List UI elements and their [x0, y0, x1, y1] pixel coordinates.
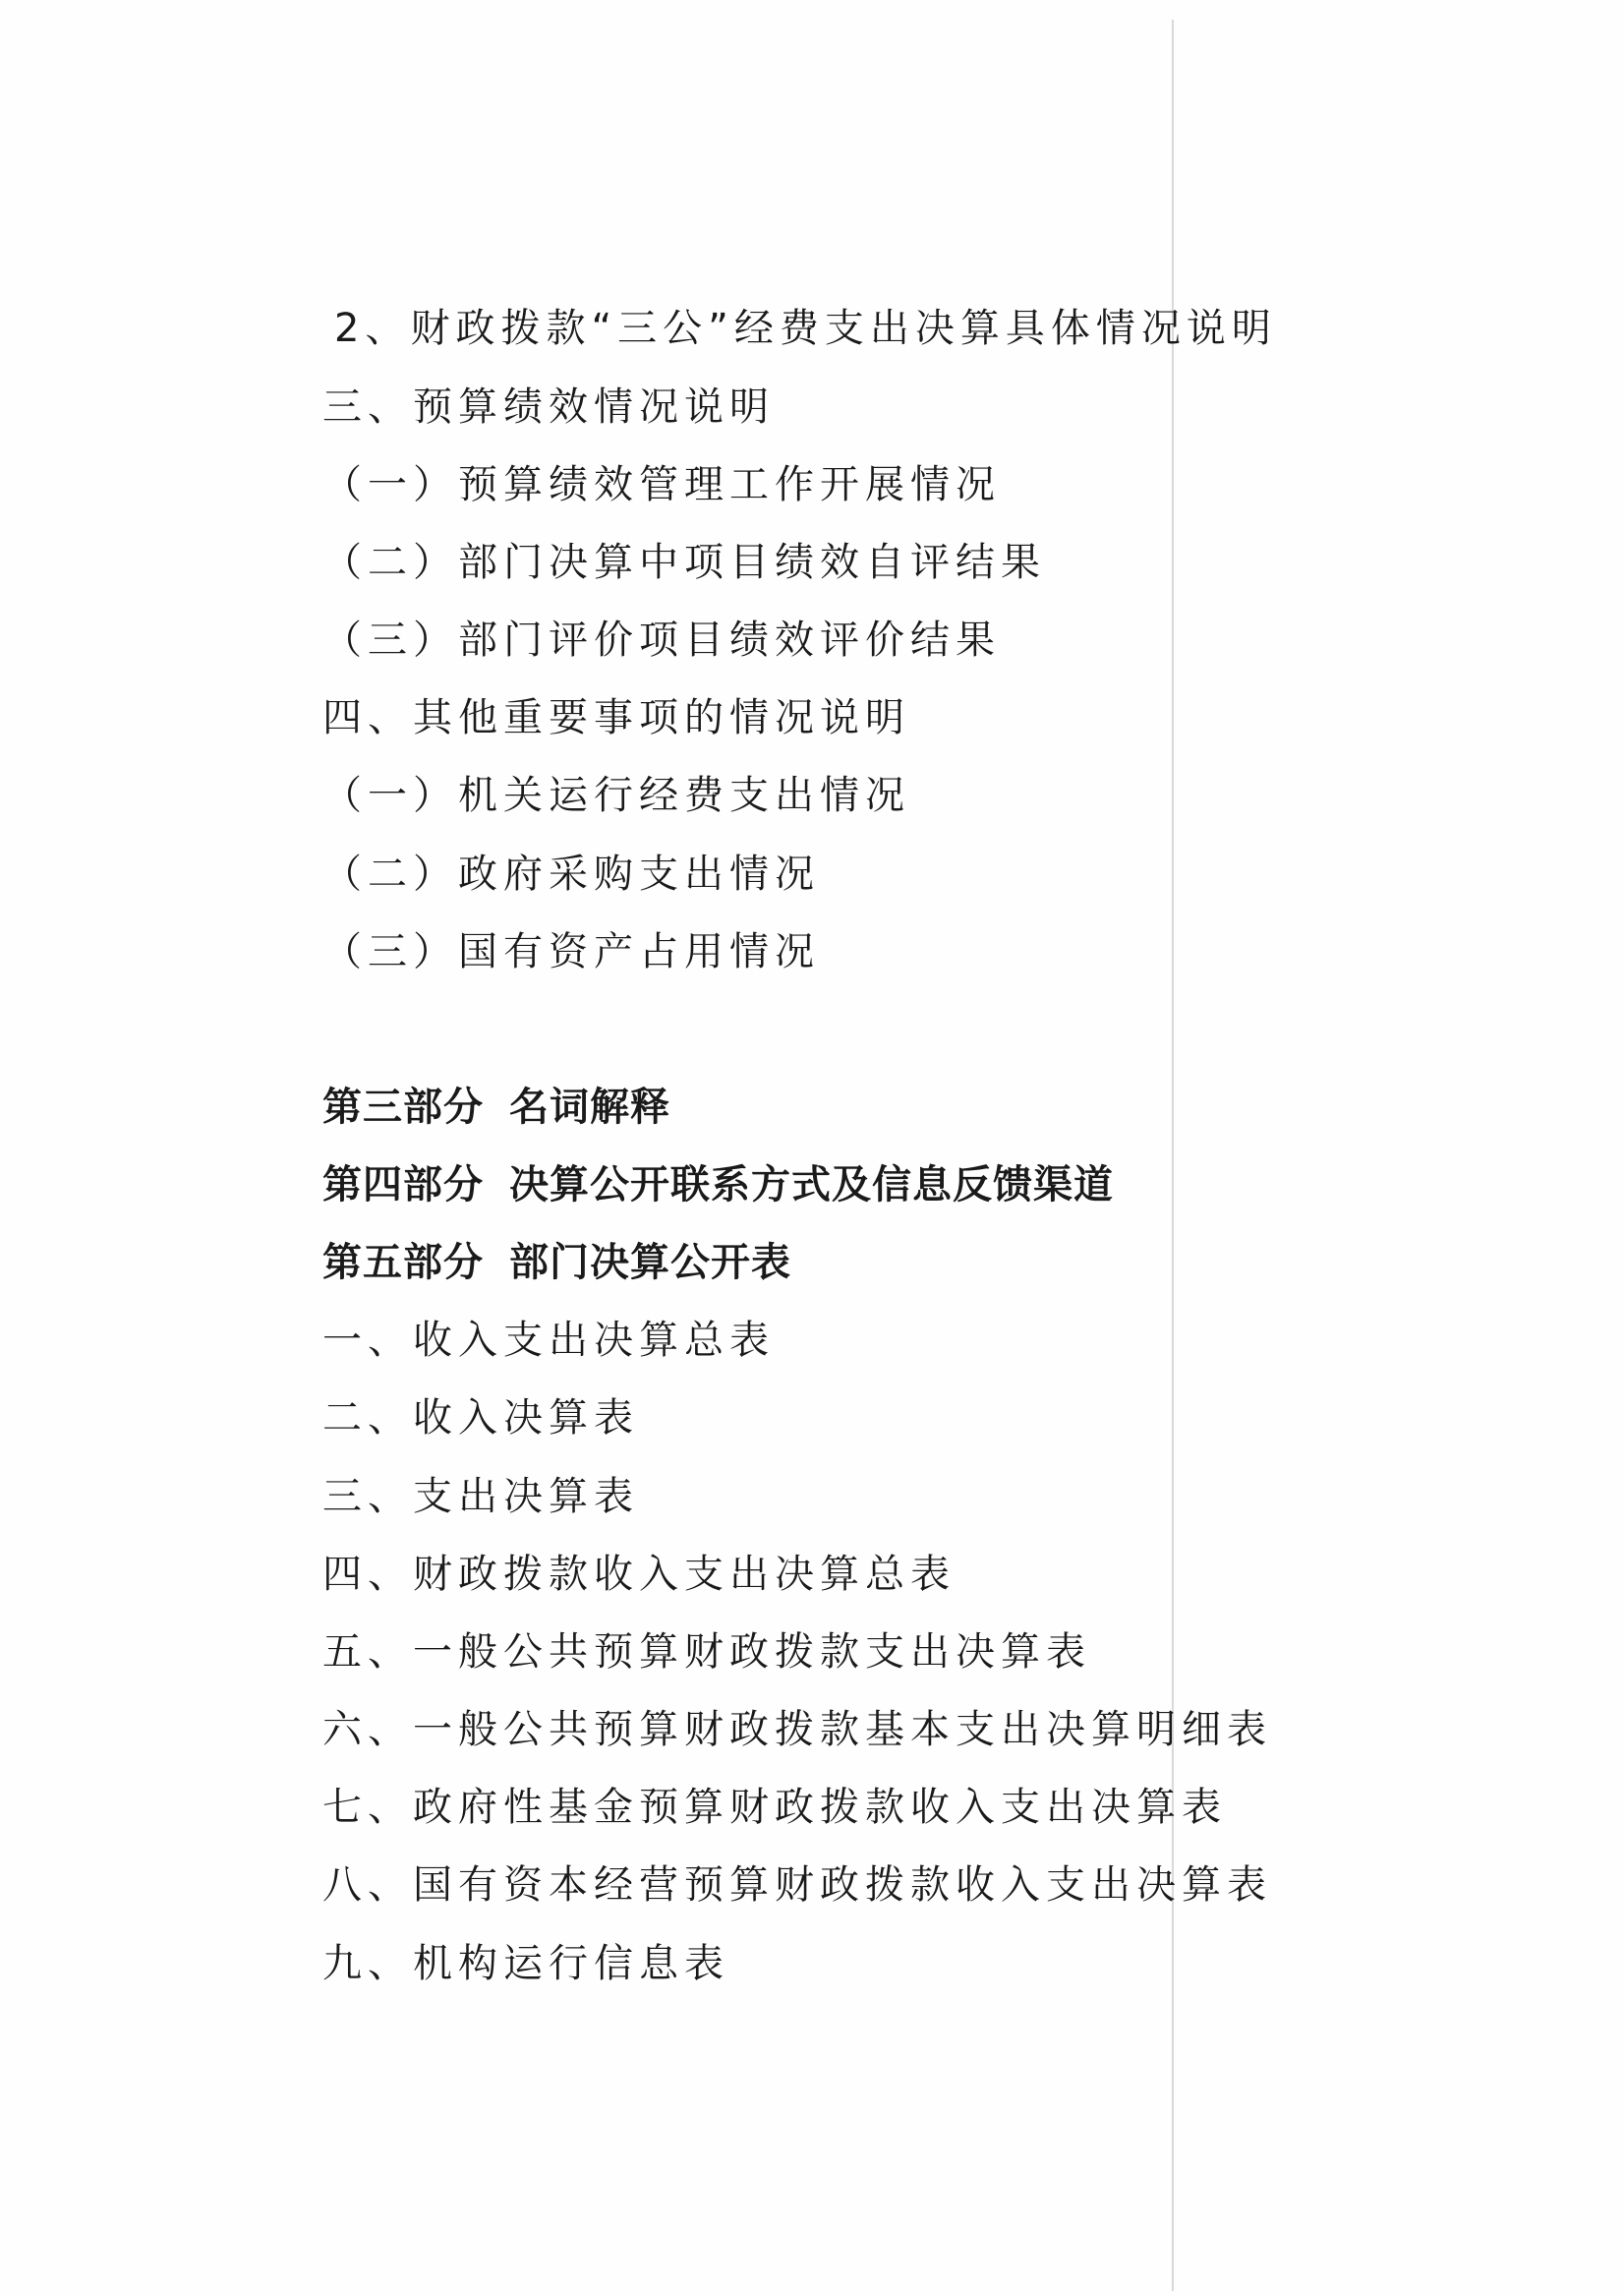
toc-item: （三）部门评价项目绩效评价结果: [322, 618, 1001, 663]
table-item: 五、一般公共预算财政拨款支出决算表: [322, 1629, 1091, 1675]
part-title: 决算公开联系方式及信息反馈渠道: [509, 1162, 1114, 1207]
table-item: 一、收入支出决算总表: [322, 1318, 775, 1363]
toc-item: （二）政府采购支出情况: [322, 852, 820, 897]
table-item: 六、一般公共预算财政拨款基本支出决算明细表: [322, 1707, 1272, 1752]
part-heading: [322, 1239, 791, 1286]
part-label: 第四部分: [322, 1162, 484, 1207]
part-heading: [322, 1084, 670, 1131]
part-label: 第五部分: [322, 1240, 484, 1285]
table-item: 四、财政拨款收入支出决算总表: [322, 1552, 956, 1597]
toc-item: （三）国有资产占用情况: [322, 929, 820, 974]
toc-item: （二）部门决算中项目绩效自评结果: [322, 540, 1046, 585]
table-item: 七、政府性基金预算财政拨款收入支出决算表: [322, 1785, 1227, 1830]
toc-item: 三、预算绩效情况说明: [322, 384, 775, 430]
table-item: 三、支出决算表: [322, 1474, 639, 1519]
table-item: 九、机构运行信息表: [322, 1941, 729, 1986]
part-heading: [322, 1161, 1114, 1208]
toc-item: 2、财政拨款“三公”经费支出决算具体情况说明: [334, 306, 1277, 351]
table-item: 二、收入决算表: [322, 1395, 639, 1441]
toc-item: 四、其他重要事项的情况说明: [322, 695, 910, 740]
table-item: 八、国有资本经营预算财政拨款收入支出决算表: [322, 1862, 1272, 1908]
part-label: 第三部分: [322, 1085, 484, 1130]
part-title: 名词解释: [509, 1085, 670, 1130]
toc-item: （一）预算绩效管理工作开展情况: [322, 462, 1001, 507]
scan-fold-line: [1172, 20, 1174, 2291]
part-title: 部门决算公开表: [509, 1240, 791, 1285]
toc-item: （一）机关运行经费支出情况: [322, 773, 910, 818]
